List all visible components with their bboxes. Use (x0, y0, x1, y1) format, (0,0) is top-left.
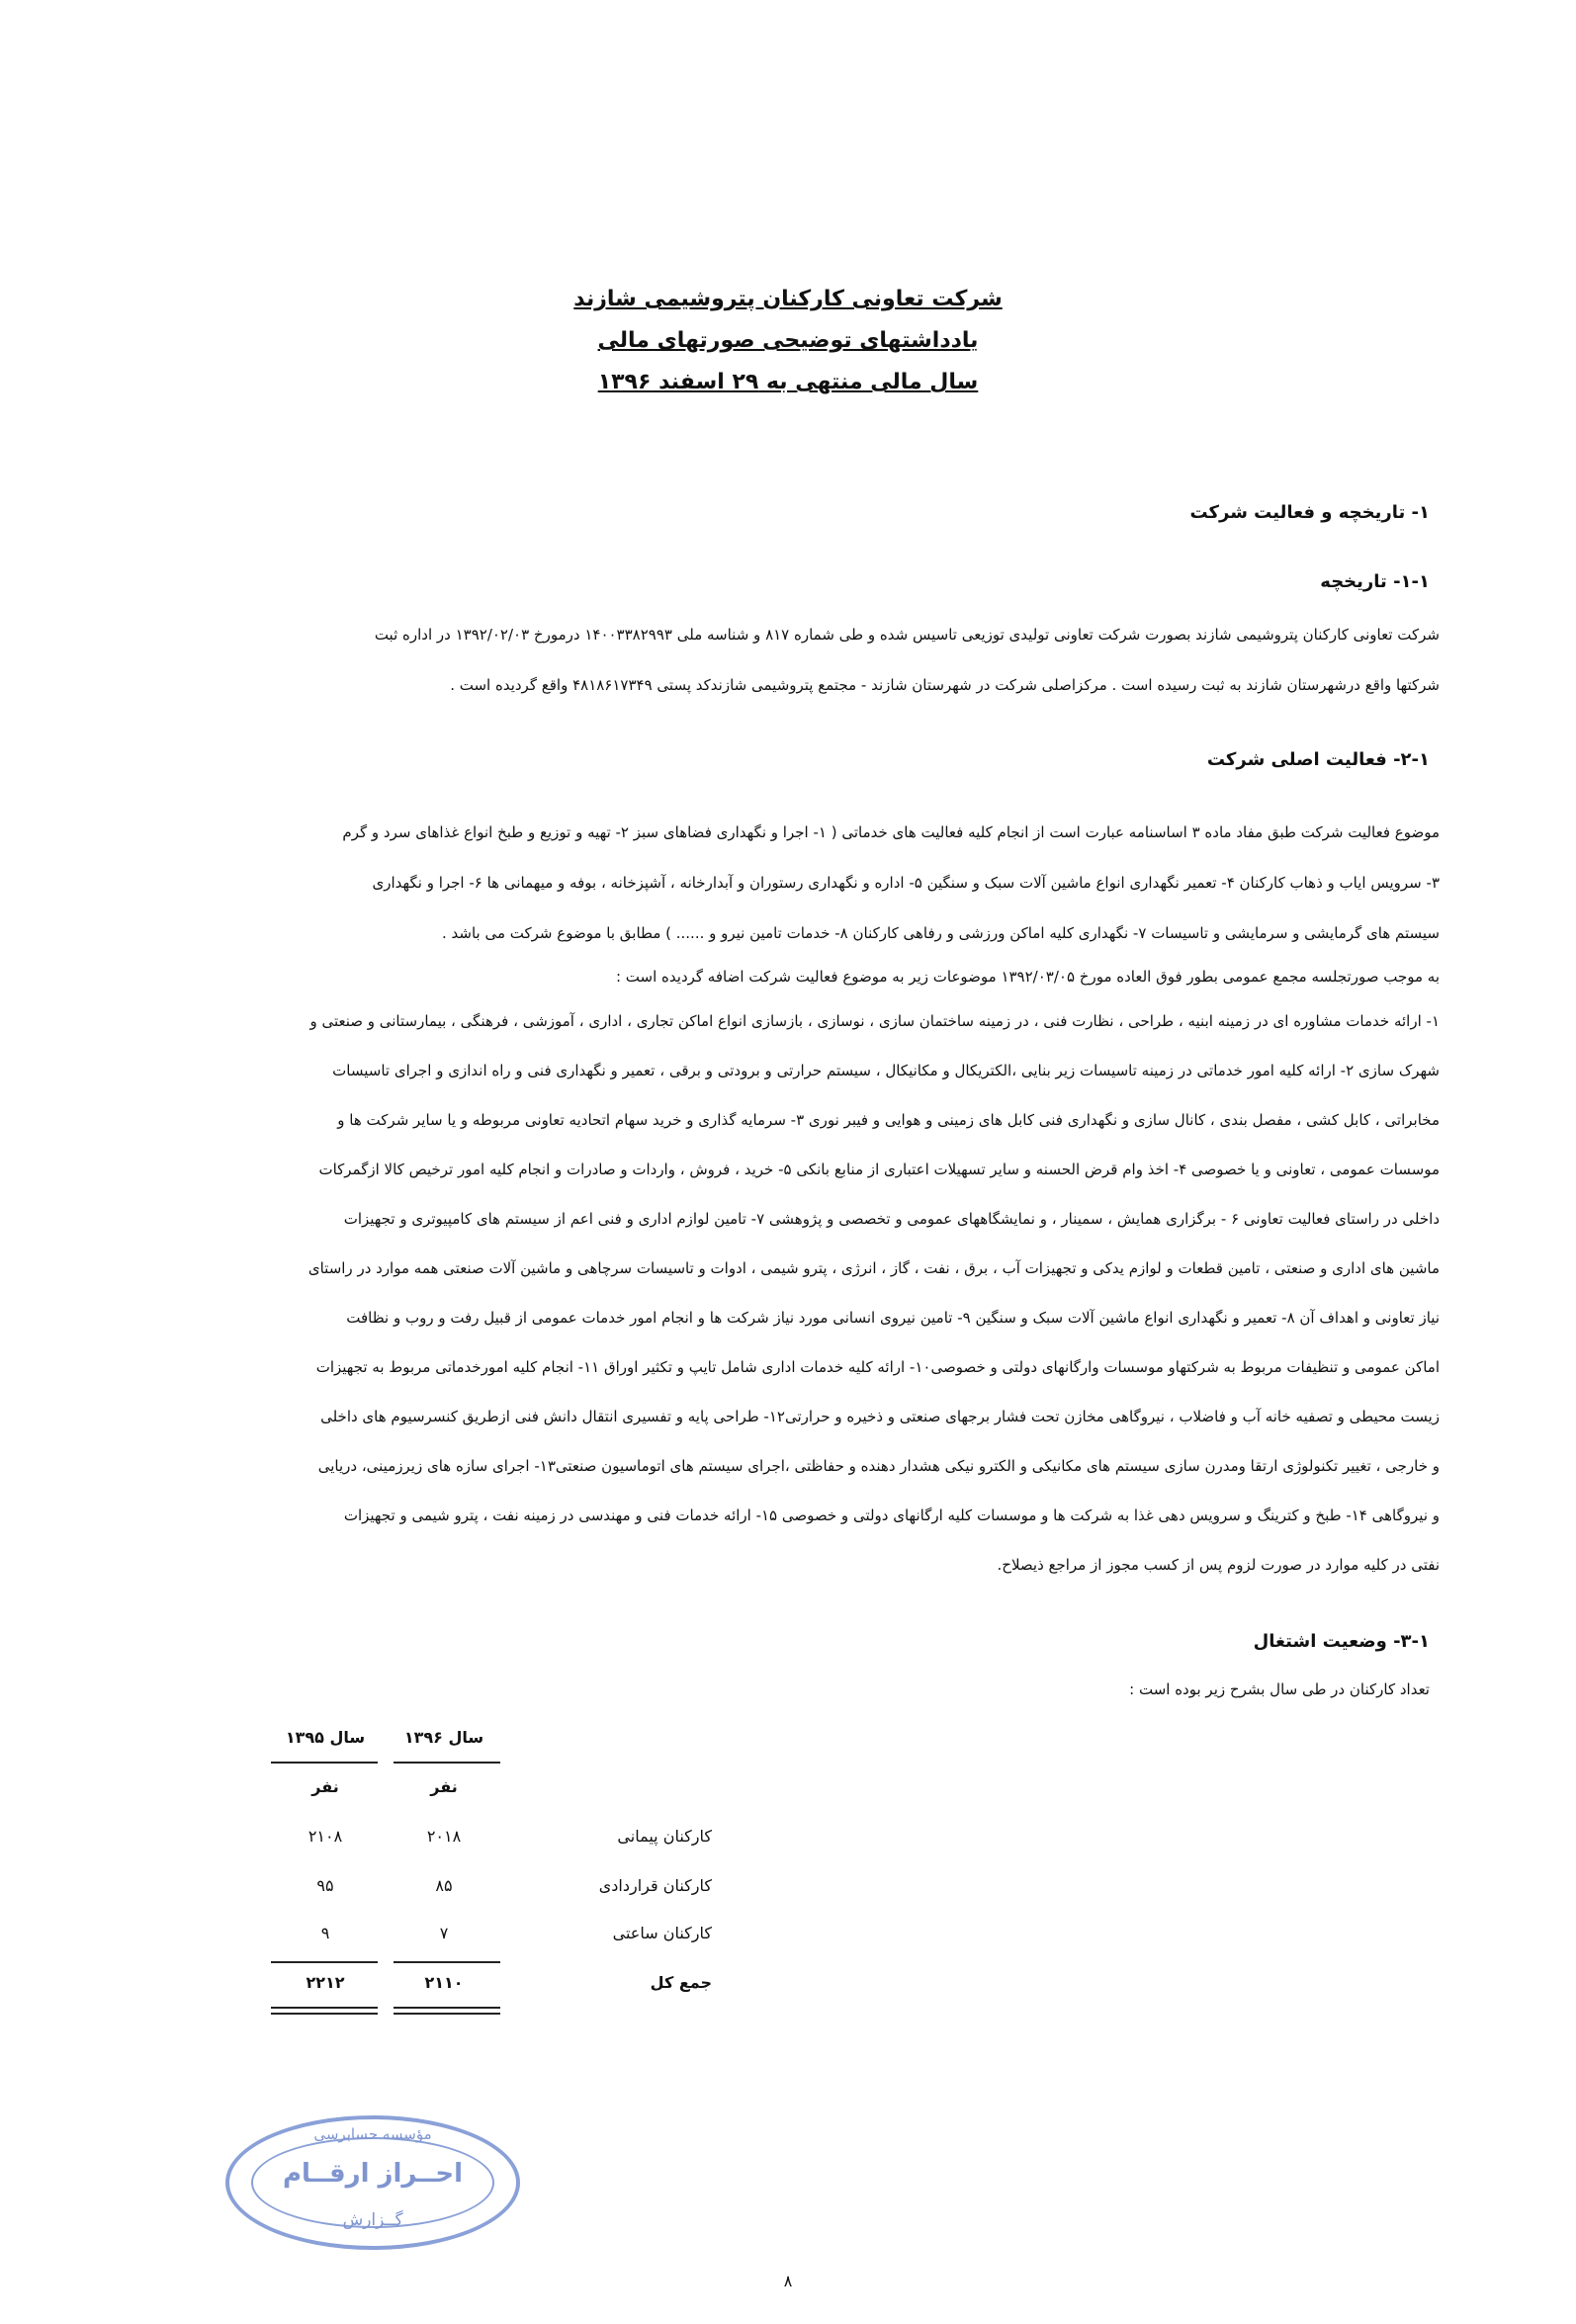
row-label: کارکنان پیمانی (617, 1827, 712, 1846)
amendment-line: شهرک سازی ۲- ارائه کلیه امور خدماتی در زمینه تاسیسات زیر بنایی ،الکتریکال و مکانیکال ، سیستم حرارتی و برودتی و برقی ، تعمیر و نگهداری فنی و راه اندازی و اجرای تاسیسات (332, 1062, 1440, 1079)
row-value-1396: ۷ (439, 1924, 449, 1942)
row-label: کارکنان ساعتی (612, 1924, 712, 1942)
subtotal-rule (271, 1961, 378, 1963)
unit-label: نفر (311, 1777, 339, 1796)
activity-line: سیستم های گرمایشی و سرمایشی و تاسیسات ۷- نگهداری کلیه اماکن ورزشی و رفاهی کارکنان ۸- خدمات تامین نیرو و ...... ) مطابق با موضوع شرکت می باشد . (441, 924, 1440, 942)
history-paragraph (125, 610, 1440, 711)
activity-paragraph (125, 808, 1440, 959)
company-title: شرکت تعاونی کارکنان پتروشیمی شازند (573, 287, 1003, 311)
amendment-line: به موجب صورتجلسه مجمع عمومی بطور فوق العاده مورخ ۱۳۹۲/۰۳/۰۵ موضوعات زیر به موضوع فعالیت شرکت اضافه گردیده است : (615, 968, 1440, 986)
row-value-1395: ۹ (320, 1924, 330, 1942)
page-number: ۸ (783, 2272, 793, 2290)
amendment-line: نفتی در کلیه موارد در صورت لزوم پس از کسب مجوز از مراجع ذیصلاح. (997, 1556, 1440, 1574)
row-value-1396: ۸۵ (435, 1876, 453, 1895)
row-value-1396: ۲۰۱۸ (426, 1827, 462, 1846)
activity-line: موضوع فعالیت شرکت طبق مفاد ماده ۳ اساسنامه عبارت است از انجام کلیه فعالیت های خدماتی ( ۱- اجرا و نگهداری فضاهای سبز ۲- تهیه و توزیع و طبخ انواع غذاهای سرد و گرم (342, 823, 1440, 841)
col-1396-header: سال ۱۳۹۶ (403, 1728, 484, 1747)
amendment-line: موسسات عمومی ، تعاونی و یا خصوصی ۴- اخذ وام قرض الحسنه و سایر تسهیلات اعتباری از منابع بانکی ۵- خرید ، فروش ، واردات و صادرات و انجام کلیه امور ترخیص کالا ازگمرکات (318, 1161, 1440, 1178)
total-value-1395: ۲۲۱۲ (306, 1973, 345, 1992)
amendment-line: اماکن عمومی و تنظیفات مربوط به شرکتهاو موسسات وارگانهای دولتی و خصوصی۱۰- ارائه کلیه خدمات اداری شامل تایپ و تکثیر اوراق ۱۱- انجام کلیه امورخدماتی مربوط به تجهیزات (315, 1358, 1440, 1376)
amendment-line: و خارجی ، تغییر تکنولوژی ارتقا ومدرن سازی سیستم های مکانیکی و الکترو نیکی هشدار دهنده و حفاظتی ،اجرای سیستم های اتوماسیون صنعتی۱۳- اجرای سازه های زیرزمینی، دریایی (317, 1457, 1440, 1475)
section-title: ۱- تاریخچه و فعالیت شرکت (1189, 502, 1430, 523)
total-value-1396: ۲۱۱۰ (424, 1973, 464, 1992)
stamp-line: مؤسسه حسابرسی (313, 2125, 432, 2143)
notes-title: یادداشتهای توضیحی صورتهای مالی (597, 328, 979, 353)
row-label: کارکنان قراردادی (598, 1876, 712, 1895)
amendment-line: ماشین های اداری و صنعتی ، تامین قطعات و لوازم یدکی و تجهیزات آب ، برق ، نفت ، گاز ، انرژی ، پترو شیمی ، ادوات و تاسیسات سرچاهی و ماشین آلات صنعتی همه موارد در راستای (307, 1259, 1440, 1277)
amendment-line: زیست محیطی و تصفیه خانه آب و فاضلاب ، نیروگاهی مخازن تحت فشار برجهای صنعتی و ذخیره و حرارتی۱۲- طراحی پایه و تفسیری انتقال دانش فنی ازطریق کنسرسیوم های داخلی (320, 1408, 1440, 1425)
total-double-rule (394, 2007, 500, 2015)
col-1395-header: سال ۱۳۹۵ (285, 1728, 366, 1747)
subtotal-rule (394, 1961, 500, 1963)
activity-line: ۳- سرویس ایاب و ذهاب کارکنان ۴- تعمیر نگهداری انواع ماشین آلات سبک و سنگین ۵- اداره و نگهداری رستوران و آبدارخانه ، آشپزخانه ، بوفه و میهمانی ها ۶- اجرا و نگهداری (372, 874, 1440, 892)
activity-title: ۲-۱- فعالیت اصلی شرکت (1206, 749, 1430, 770)
amendment-line: نیاز تعاونی و اهداف آن ۸- تعمیر و نگهداری انواع ماشین آلات سبک و سنگین ۹- تامین نیروی انسانی مورد نیاز شرکت ها و انجام امور خدمات عمومی از قبیل رفت و روب و نظافت (346, 1309, 1440, 1327)
period-title: سال مالی منتهی به ۲۹ اسفند ۱۳۹۶ (597, 370, 979, 394)
stamp-line: احــراز ارقــام (282, 2159, 464, 2189)
history-line: شرکتها واقع درشهرستان شازند به ثبت رسیده است . مرکزاصلی شرکت در شهرستان شازند - مجتمع پتروشیمی شازندکد پستی ۴۸۱۸۶۱۷۳۴۹ واقع گردیده است . (450, 676, 1440, 694)
total-label: جمع کل (650, 1973, 712, 1992)
header-rule (394, 1762, 500, 1764)
employment-intro: تعداد کارکنان در طی سال بشرح زیر بوده است : (1129, 1680, 1430, 1698)
amendment-line: داخلی در راستای فعالیت تعاونی ۶ - برگزاری همایش ، سمینار ، و نمایشگاههای عمومی و تخصصی و پژوهشی ۷- تامین لوازم اداری و فنی اعم از سیستم های کامپیوتری و تجهیزات (343, 1210, 1440, 1228)
total-double-rule (271, 2007, 378, 2015)
history-line: شرکت تعاونی کارکنان پتروشیمی شازند بصورت شرکت تعاونی تولیدی توزیعی تاسیس شده و طی شماره ۸۱۷ و شناسه ملی ۱۴۰۰۳۳۸۲۹۹۳ درمورخ ۱۳۹۲/۰۲/۰۳ در اداره ثبت (374, 626, 1440, 644)
header-rule (271, 1762, 378, 1764)
history-title: ۱-۱- تاریخچه (1320, 571, 1430, 592)
row-value-1395: ۹۵ (316, 1876, 334, 1895)
employment-title: ۳-۱- وضعیت اشتغال (1253, 1631, 1430, 1652)
document-header (0, 279, 1576, 403)
stamp-line: گــزارش (342, 2210, 403, 2230)
amendment-line: و نیروگاهی ۱۴- طبخ و کترینگ و سرویس دهی غذا به شرکت ها و موسسات کلیه ارگانهای دولتی و خصوصی ۱۵- ارائه خدمات فنی و مهندسی در زمینه نفت ، پترو شیمی و تجهیزات (343, 1506, 1440, 1524)
row-value-1395: ۲۱۰۸ (307, 1827, 343, 1846)
amendment-line: مخابراتی ، کابل کشی ، مفصل بندی ، کانال سازی و نگهداری فنی کابل های زمینی و هوایی و فیبر نوری ۳- سرمایه گذاری و خرید سهام اتحادیه تعاونی مربوطه و یا سایر شرکت ها و (337, 1111, 1440, 1129)
amendment-paragraph (125, 957, 1440, 1590)
amendment-line: ۱- ارائه خدمات مشاوره ای در زمینه ابنیه ، طراحی ، نظارت فنی ، در زمینه ساختمان سازی ، نوسازی ، بازسازی انواع اماکن تجاری ، اداری ، آموزشی ، فرهنگی ، بیمارستانی و صنعتی و (309, 1012, 1440, 1030)
auditor-stamp (225, 2115, 520, 2250)
unit-label: نفر (430, 1777, 458, 1796)
